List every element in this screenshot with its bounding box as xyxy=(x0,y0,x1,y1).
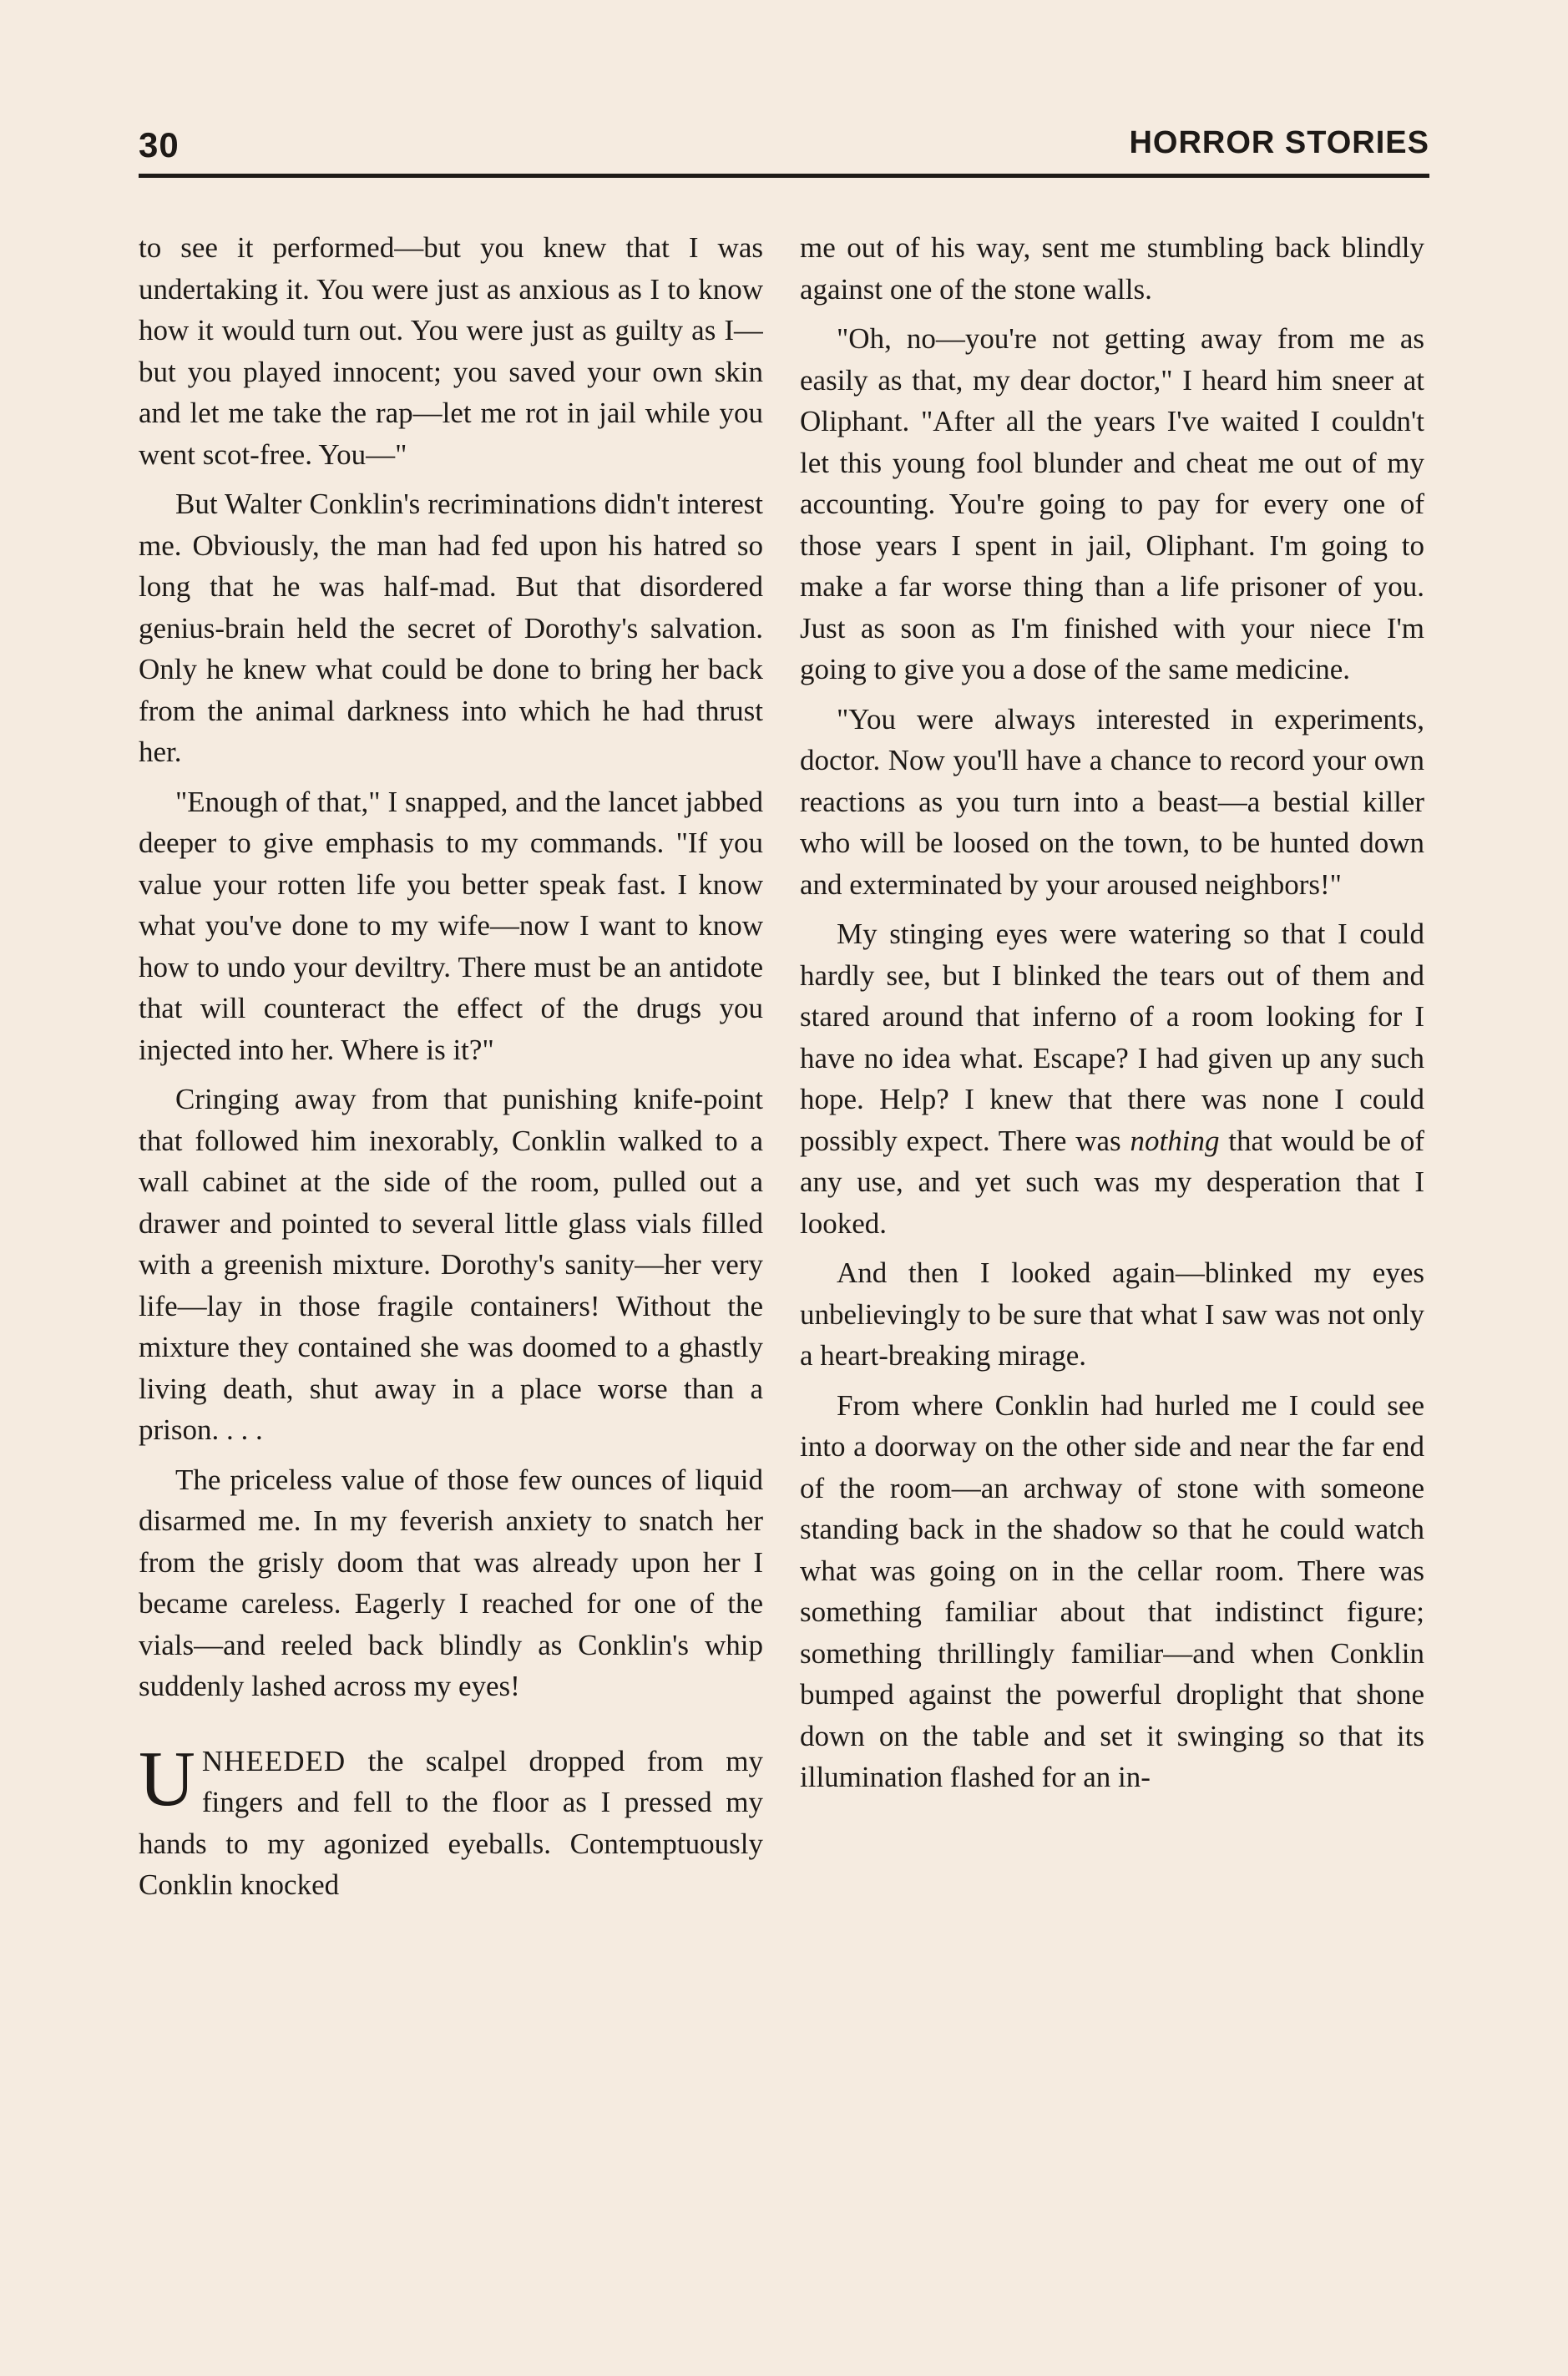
italic-word: nothing xyxy=(1130,1124,1220,1157)
page-number: 30 xyxy=(139,125,180,164)
right-column xyxy=(800,227,1424,2247)
paragraph: Cringing away from that punishing knife-point that followed him inexorably, Conklin walked to a wall cabinet at the side of the room, pulled out a drawer and pointed to several little glass vials filled with a greenish mixture. Dorothy's sanity—her very life—lay in those fragile containers! Without the mixture they contained she was doomed to a ghastly living death, shut away in a place worse than a prison. . . . xyxy=(139,1083,763,1446)
running-head: HORROR STORIES xyxy=(1129,125,1429,160)
paragraph: "You were always interested in experiments, doctor. Now you'll have a chance to record your own reactions as you turn into a beast—a bestial killer who will be loosed on the town, to be hunted down and exterminated by your aroused neighbors!" xyxy=(800,702,1424,901)
header-rule xyxy=(139,174,1429,178)
paragraph: From where Conklin had hurled me I could see into a doorway on the other side and near the far end of the room—an archway of stone with someone standing back in the shadow so that he could watch what was going on in the cellar room. There was something familiar about that indistinct figure; something thrillingly familiar—and when Conklin bumped against the powerful droplight that shone down on the table and set it swinging so that its illumination flashed for an in- xyxy=(800,1388,1424,1793)
paragraph: "Oh, no—you're not getting away from me as easily as that, my dear doctor," I heard him sneer at Oliphant. "After all the years I've waited I couldn't let this young fool blunder and cheat me out of my accounting. You're going to pay for every one of those years I spent in jail, Oliphant. I'm going to make a far worse thing than a life prisoner of you. Just as soon as I'm finished with your niece I'm going to give you a dose of the same medicine. xyxy=(800,322,1424,685)
paragraph-text: My stinging eyes were watering so that I could hardly see, but I blinked the tears out of them and stared around that inferno of a room looking for I have no idea what. Escape? I had given up any such hope. Help? I knew that there was none I could possibly expect. There was xyxy=(800,918,1424,1157)
paragraph-text: that would be of any use, and yet such was my desperation that I looked. xyxy=(800,1124,1424,1240)
paragraph: to see it performed—but you knew that I was undertaking it. You were just as anxious as I to know how it would turn out. You were just as guilty as I—but you played innocent; you saved your own skin and let me take the rap—let me rot in jail while you went scot-free. You—" xyxy=(139,231,763,471)
section-start-paragraph xyxy=(139,1735,763,1906)
paragraph-text: the scalpel dropped from my fingers and fell to the floor as I pressed my hands to my agonized eyeballs. Contemptuously Conklin knocked xyxy=(139,1744,763,1901)
paragraph: me out of his way, sent me stumbling back blindly against one of the stone walls. xyxy=(800,231,1424,306)
small-caps-lead: NHEEDED xyxy=(201,1744,346,1777)
paragraph: And then I looked again—blinked my eyes unbelievingly to be sure that what I saw was not only a heart-breaking mirage. xyxy=(800,1256,1424,1372)
paragraph xyxy=(800,913,1424,1244)
paragraph: But Walter Conklin's recriminations didn't interest me. Obviously, the man had fed upon his hatred so long that he was half-mad. But that disordered genius-brain held the secret of Dorothy's salvation. Only he knew what could be done to bring her back from the animal darkness into which he had thrust her. xyxy=(139,488,763,768)
paragraph: "Enough of that," I snapped, and the lancet jabbed deeper to give emphasis to my commands. "If you value your rotten life you better speak fast. I know what you've done to my wife—now I want to know how to undo your deviltry. There must be an antidote that will counteract the effect of the drugs you injected into her. Where is it?" xyxy=(139,785,763,1066)
paragraph: The priceless value of those few ounces of liquid disarmed me. In my feverish anxiety to snatch her from the grisly doom that was already upon her I became careless. Eagerly I reached for one of the vials—and reeled back blindly as Conklin's whip suddenly lashed across my eyes! xyxy=(139,1463,763,1702)
drop-cap: U xyxy=(139,1735,195,1822)
left-column xyxy=(139,227,763,2247)
page-header xyxy=(139,117,1429,175)
